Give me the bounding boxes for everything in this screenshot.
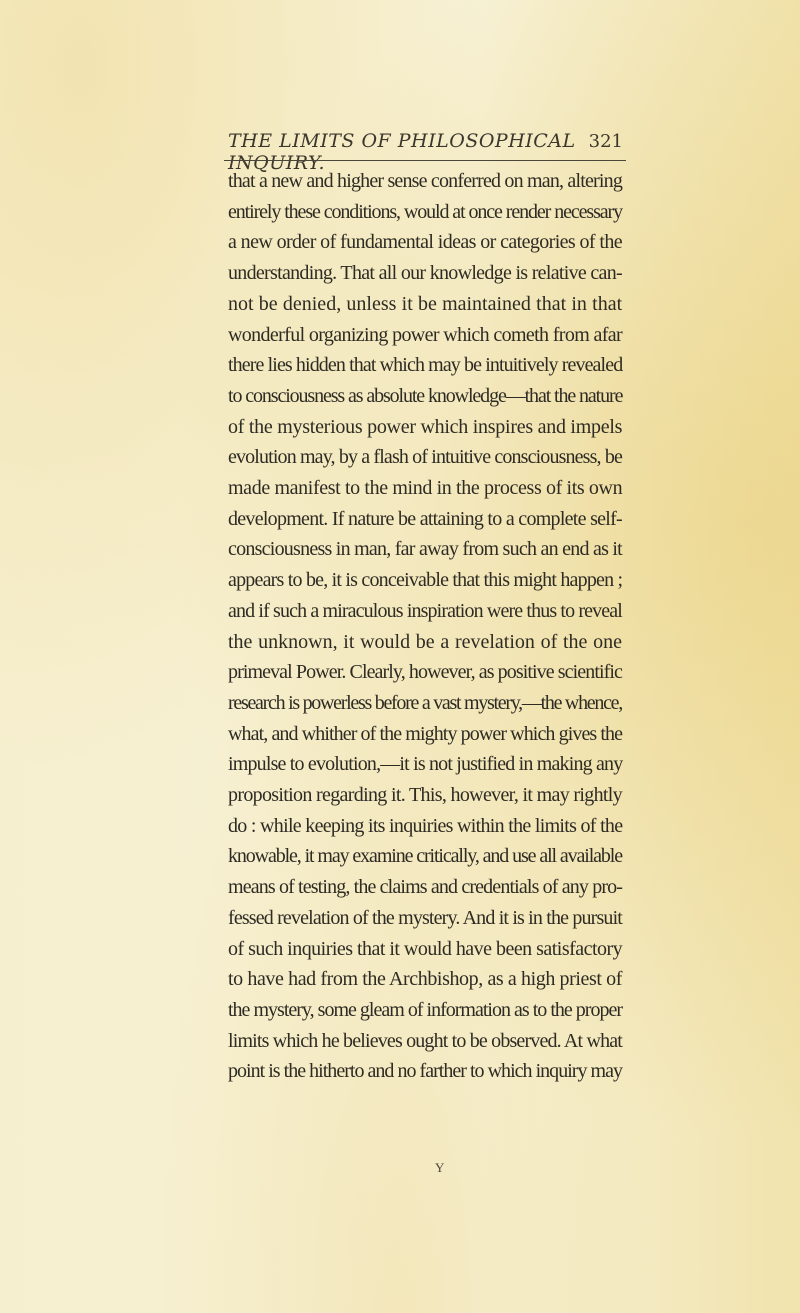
signature-mark: Y bbox=[435, 1160, 446, 1175]
text-line: means of testing, the claims and credentials of any pro- bbox=[228, 876, 623, 899]
text-line: knowable, it may examine critically, and use all available bbox=[228, 845, 622, 868]
text-line: research is powerless before a vast mystery,—the whence, bbox=[228, 691, 622, 714]
text-line: there lies hidden that which may be intuitively revealed bbox=[228, 354, 623, 377]
text-line: wonderful organizing power which cometh from afar bbox=[228, 323, 623, 346]
text-line: and if such a miraculous inspiration were thus to reveal bbox=[228, 599, 622, 622]
text-line: a new order of fundamental ideas or categories of the bbox=[228, 231, 622, 254]
text-line: proposition regarding it. This, however, it may rightly bbox=[228, 784, 622, 807]
page-number: 321 bbox=[588, 131, 623, 152]
text-line: what, and whither of the mighty power which gives the bbox=[228, 722, 623, 745]
text-line: impulse to evolution,—it is not justified in making any bbox=[228, 753, 623, 776]
header-rule bbox=[224, 160, 626, 161]
running-head-title: THE LIMITS OF PHILOSOPHICAL INQUIRY. bbox=[228, 130, 576, 174]
text-line: understanding. That all our knowledge is relative can- bbox=[228, 262, 622, 285]
text-line: evolution may, by a flash of intuitive consciousness, be bbox=[228, 446, 622, 469]
text-line: the mystery, some gleam of information as to the proper bbox=[228, 998, 622, 1021]
text-line: to consciousness as absolute knowledge—that the nature bbox=[228, 384, 623, 407]
text-line: not be denied, unless it be maintained that in that bbox=[228, 292, 623, 315]
text-line: of the mysterious power which inspires and impels bbox=[228, 415, 623, 438]
text-line: fessed revelation of the mystery. And it is in the pursuit bbox=[228, 906, 622, 929]
text-line: of such inquiries that it would have been satisfactory bbox=[228, 937, 623, 960]
text-line: the unknown, it would be a revelation of the one bbox=[228, 630, 622, 653]
text-line: development. If nature be attaining to a complete self- bbox=[228, 507, 622, 530]
body-paragraph bbox=[228, 166, 622, 1087]
text-line: that a new and higher sense conferred on man, altering bbox=[228, 170, 622, 192]
text-line: made manifest to the mind in the process of its own bbox=[228, 477, 623, 500]
text-line: primeval Power. Clearly, however, as positive scientific bbox=[228, 661, 623, 684]
text-line: to have had from the Archbishop, as a high priest of bbox=[228, 968, 622, 991]
text-line: entirely these conditions, would at once render necessary bbox=[228, 200, 622, 223]
text-line: appears to be, it is conceivable that this might happen ; bbox=[228, 569, 623, 592]
text-line: limits which he believes ought to be observed. At what bbox=[228, 1029, 622, 1052]
text-line: do : while keeping its inquiries within the limits of the bbox=[228, 814, 623, 837]
text-line: point is the hitherto and no farther to which inquiry may bbox=[228, 1060, 622, 1083]
text-line: consciousness in man, far away from such an end as it bbox=[228, 538, 622, 561]
